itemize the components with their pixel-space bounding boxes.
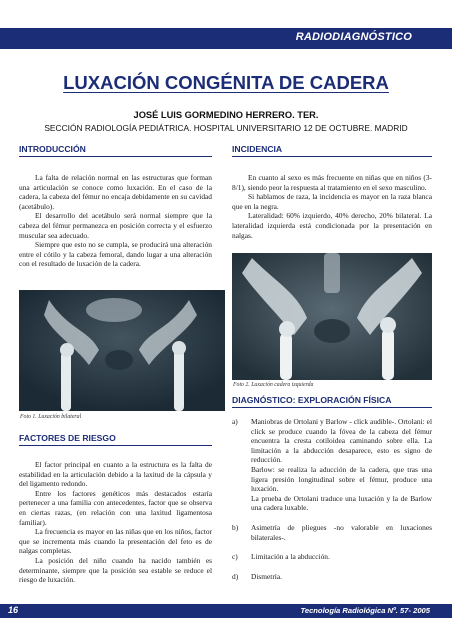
incidence-paragraph: Lateralidad: 60% izquierdo, 40% derecho, 20% bilateral. La lateralidad izquierda está condicionada por la presentación en nalgas. xyxy=(232,211,432,240)
list-item-text: Dismetría. xyxy=(251,571,282,581)
list-item-text: Limitación a la abducción. xyxy=(251,552,330,562)
section-label: RADIODIAGNÓSTICO xyxy=(295,31,412,43)
intro-section xyxy=(19,144,212,269)
list-item-text: Asimetría de pliegues -no valorable en luxaciones bilaterales-. xyxy=(251,522,432,542)
intro-paragraph: Siempre que esto no se cumpla, se producirá una alteración entre el cótilo y la cabeza femoral, dando lugar a una alteración con el resultado de luxación de la cadera. xyxy=(19,240,212,269)
list-marker: a) xyxy=(232,417,238,426)
list-item xyxy=(232,417,432,513)
list-item-text: Barlow: se realiza la aducción de la cadera, que tras una ligera presión longitudinal sobre el fémur, produce una luxación. xyxy=(251,464,432,494)
incidence-heading: INCIDENCIA xyxy=(232,144,432,157)
incidence-paragraph: En cuanto al sexo es más frecuente en niñas que en niños (3-8/1), siendo peor la respuesta al tratamiento en el sexo masculino. xyxy=(232,173,432,192)
pelvis-xray-image xyxy=(19,290,225,411)
list-item xyxy=(232,552,432,562)
incidence-section xyxy=(232,144,432,240)
exploration-heading: DIAGNÓSTICO: EXPLORACIÓN FÍSICA xyxy=(232,395,432,408)
intro-heading: INTRODUCCIÓN xyxy=(19,144,212,157)
incidence-paragraph: Si hablamos de raza, la incidencia es mayor en la raza blanca que en la negra. xyxy=(232,192,432,211)
page-number: 16 xyxy=(8,605,19,615)
list-marker: d) xyxy=(232,571,239,581)
xray-photo-bilateral xyxy=(19,290,225,411)
risk-section xyxy=(19,433,212,585)
list-marker: b) xyxy=(232,522,239,532)
exploration-list xyxy=(232,417,432,581)
intro-paragraph: La falta de relación normal en las estructuras que forman una articulación se conoce como luxación. En el caso de la cadera, la cabeza del fémur no encaja debidamente en su cavidad (acetábulo). xyxy=(19,173,212,211)
list-item-text: Maniobras de Ortolani y Barlow - click audible-. Ortolani: el click se produce cuando la fóvea de la cabeza del fémur encuentra la cresta cotiloidea caminando sobre ella. La limitación a la abducción desaparece, esto es signo de reducción. xyxy=(251,417,432,465)
article-affiliation: SECCIÓN RADIOLOGÍA PEDIÁTRICA. HOSPITAL UNIVERSITARIO 12 DE OCTUBRE. MADRID xyxy=(44,123,408,133)
risk-paragraph: La posición del niño cuando ha nacido también es determinante, siempre que la posición sea estable se reduce el riesgo de luxación. xyxy=(19,555,212,585)
list-marker: c) xyxy=(232,552,238,562)
risk-paragraph: La frecuencia es mayor en las niñas que en los niños, factor que se incrementa más cuando la presentación del feto es de nalgas completas. xyxy=(19,527,212,556)
xray-photo-left-hip xyxy=(232,253,432,380)
list-item xyxy=(232,523,432,542)
intro-paragraph: El desarrollo del acetábulo será normal siempre que la cabeza del fémur permanezca en posición correcta y el esfuerzo muscular sea adecuado. xyxy=(19,211,212,240)
page-footer-bar xyxy=(0,604,452,618)
list-item xyxy=(232,572,432,582)
section-header-bar xyxy=(0,28,452,49)
photo2-caption: Foto 2. Luxación cadera izquierda xyxy=(233,382,314,388)
exploration-section xyxy=(232,395,432,591)
risk-paragraph: Entre los factores genéticos más destacados estaría pertenecer a una familia con antecedentes, factor que se observa en ciertas razas, (en relación con una laxitud ligamentosa familiar). xyxy=(19,488,212,527)
article-author: JOSÉ LUIS GORMEDINO HERRERO. TER. xyxy=(133,110,319,120)
pelvis-xray-image-2 xyxy=(232,253,432,380)
risk-paragraph: El factor principal en cuanto a la estructura es la falta de estabilidad en la articulación debido a la laxitud de la cápsula y del ligamento redondo. xyxy=(19,460,212,489)
risk-heading: FACTORES DE RIESGO xyxy=(19,433,212,446)
article-title: LUXACIÓN CONGÉNITA DE CADERA xyxy=(63,72,389,93)
photo1-caption: Foto 1. Luxación bilateral xyxy=(20,414,82,420)
list-item-text: La prueba de Ortolani traduce una luxación y la de Barlow una cadera luxable. xyxy=(251,493,432,513)
magazine-name: Tecnología Radiológica Nº. 57- 2005 xyxy=(300,606,430,615)
